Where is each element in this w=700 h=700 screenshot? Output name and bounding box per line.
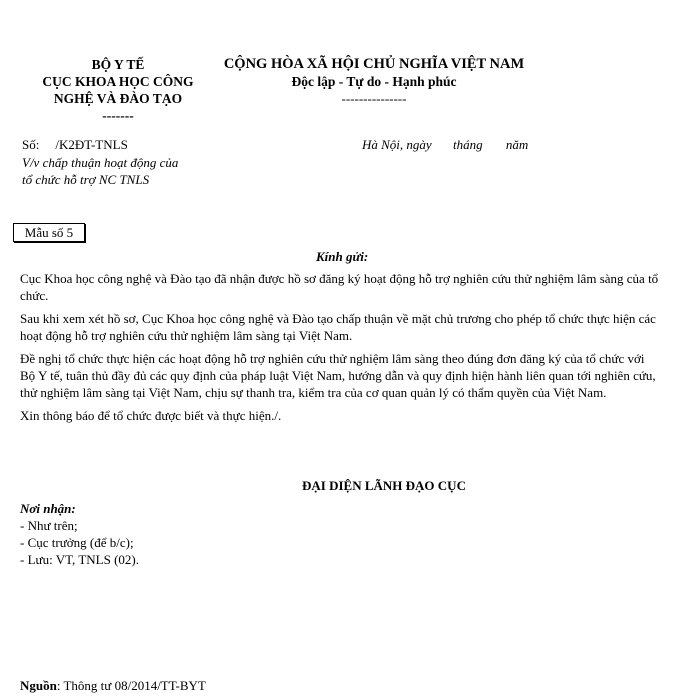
body-paragraph-2: Sau khi xem xét hồ sơ, Cục Khoa học công nghệ và Đào tạo chấp thuận về mặt chủ trương cho phép tổ chức thực hiện các hoạt động hỗ trợ nghiên cứu thử nghiệm lâm sàng tại Việt Nam. [20,311,656,343]
recipients-block [20,500,139,568]
body-paragraph-4: Xin thông báo để tổ chức được biết và thực hiện./. [20,408,282,423]
document-number [22,137,128,153]
motto-divider: --------------- [341,91,407,106]
department-name-line1: CỤC KHOA HỌC CÔNG [42,74,194,89]
place-day: Hà Nội, ngày [362,137,432,152]
place-and-date [362,137,528,153]
source-text: : Thông tư 08/2014/TT-BYT [56,678,206,693]
recipients-title: Nơi nhận: [20,501,76,516]
month-label: tháng [452,137,483,152]
source-label: Nguồn [20,678,57,693]
agency-divider: ------- [102,108,134,123]
form-number-box: Mẫu số 5 [13,223,85,242]
body-paragraph-1: Cục Khoa học công nghệ và Đào tạo đã nhận được hồ sơ đăng ký hoạt động hỗ trợ nghiên cứu thử nghiệm lâm sàng của tổ chức. [20,271,659,303]
letter-body [20,270,662,430]
recipient-item: - Lưu: VT, TNLS (02). [20,552,139,567]
ministry-name: BỘ Y TẾ [91,57,145,72]
document-subject [22,154,178,188]
number-code: /K2ĐT-TNLS [55,137,128,152]
subject-line2: tổ chức hỗ trợ NC TNLS [22,172,150,187]
signature-title: ĐẠI DIỆN LÃNH ĐẠO CỤC [302,478,466,493]
source-note [20,678,206,694]
recipient-item: - Như trên; [20,518,78,533]
number-label: Số: [22,137,40,152]
issuing-agency-block [18,56,218,124]
national-motto: Độc lập - Tự do - Hạnh phúc [291,74,457,89]
year-label: năm [505,137,529,152]
body-paragraph-3: Đề nghị tổ chức thực hiện các hoạt động hỗ trợ nghiên cứu thử nghiệm lâm sàng theo đúng đơn đăng ký của tổ chức với Bộ Y tế, tuân thủ đầy đủ các quy định của pháp luật Việt Nam, hướng dẫn và quy định hiện hành liên quan tới nghiên cứu, thử nghiệm lâm sàng tại Việt Nam, chịu sự thanh tra, kiểm tra của cơ quan quản lý có thẩm quyền của Việt Nam. [20,351,656,400]
recipient-item: - Cục trưởng (để b/c); [20,535,134,550]
nation-title: CỘNG HÒA XÃ HỘI CHỦ NGHĨA VIỆT NAM [223,56,525,72]
national-header-block [218,56,530,107]
salutation: Kính gửi: [316,249,369,264]
subject-line1: V/v chấp thuận hoạt động của [22,155,179,170]
department-name-line2: NGHỆ VÀ ĐÀO TẠO [53,91,183,106]
